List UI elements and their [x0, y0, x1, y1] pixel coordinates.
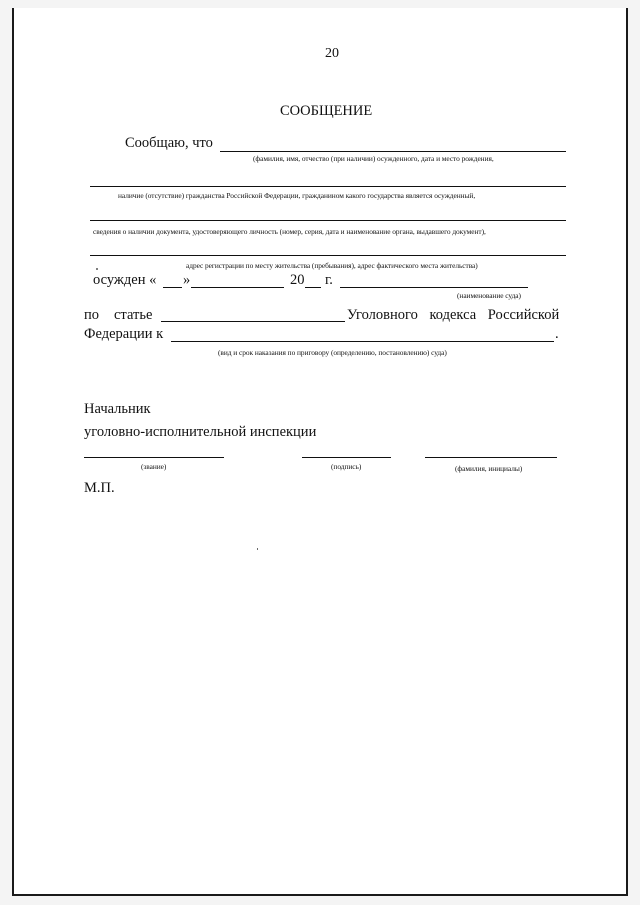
signature-line: [302, 457, 391, 458]
document-line: [90, 220, 566, 221]
article-word-statye: статье: [114, 307, 153, 323]
year-prefix: 20: [290, 272, 305, 288]
address-line: [90, 255, 566, 256]
signature-caption: (подпись): [331, 462, 362, 471]
speck-mark: [257, 548, 258, 550]
period-mark: .: [555, 326, 559, 342]
name-line: [425, 457, 557, 458]
document-page: [12, 8, 628, 896]
document-caption: сведения о наличии документа, удостоверяющего личность (номер, серия, дата и наименование органа, выдавшего документ),: [93, 227, 486, 236]
name-caption: (фамилия, инициалы): [455, 464, 523, 473]
signatory-organization: уголовно-исполнительной инспекции: [84, 424, 317, 440]
page-title: СООБЩЕНИЕ: [280, 103, 373, 119]
fio-caption: (фамилия, имя, отчество (при наличии) осужденного, дата и место рождения,: [253, 154, 494, 163]
address-caption: адрес регистрации по месту жительства (пребывания), адрес фактического места жительства): [186, 261, 478, 270]
criminal-code-text: Уголовного кодекса Российской: [347, 307, 560, 323]
punishment-line: [171, 341, 554, 342]
stamp-placeholder: М.П.: [84, 480, 115, 496]
signatory-title: Начальник: [84, 401, 151, 417]
fio-line: [220, 151, 566, 152]
citizenship-line: [90, 186, 566, 187]
article-word-po: по: [84, 307, 100, 323]
rank-caption: (звание): [141, 462, 167, 471]
citizenship-caption: наличие (отсутствие) гражданства Российской Федерации, гражданином какого государства является осужденный,: [118, 191, 476, 200]
convicted-label: осужден «: [93, 272, 157, 288]
article-line: [161, 321, 345, 322]
speck-mark: [96, 268, 98, 270]
year-suffix: г.: [325, 272, 333, 288]
year-line: [305, 287, 321, 288]
federation-text: Федерации к: [84, 326, 164, 342]
day-line: [163, 287, 182, 288]
court-caption: (наименование суда): [457, 291, 521, 300]
close-quote: »: [183, 272, 191, 288]
page-number: 20: [325, 46, 339, 61]
court-line: [340, 287, 528, 288]
month-line: [191, 287, 284, 288]
punishment-caption: (вид и срок наказания по приговору (определению, постановлению) суда): [218, 348, 447, 357]
intro-text: Сообщаю, что: [125, 135, 213, 151]
rank-line: [84, 457, 224, 458]
